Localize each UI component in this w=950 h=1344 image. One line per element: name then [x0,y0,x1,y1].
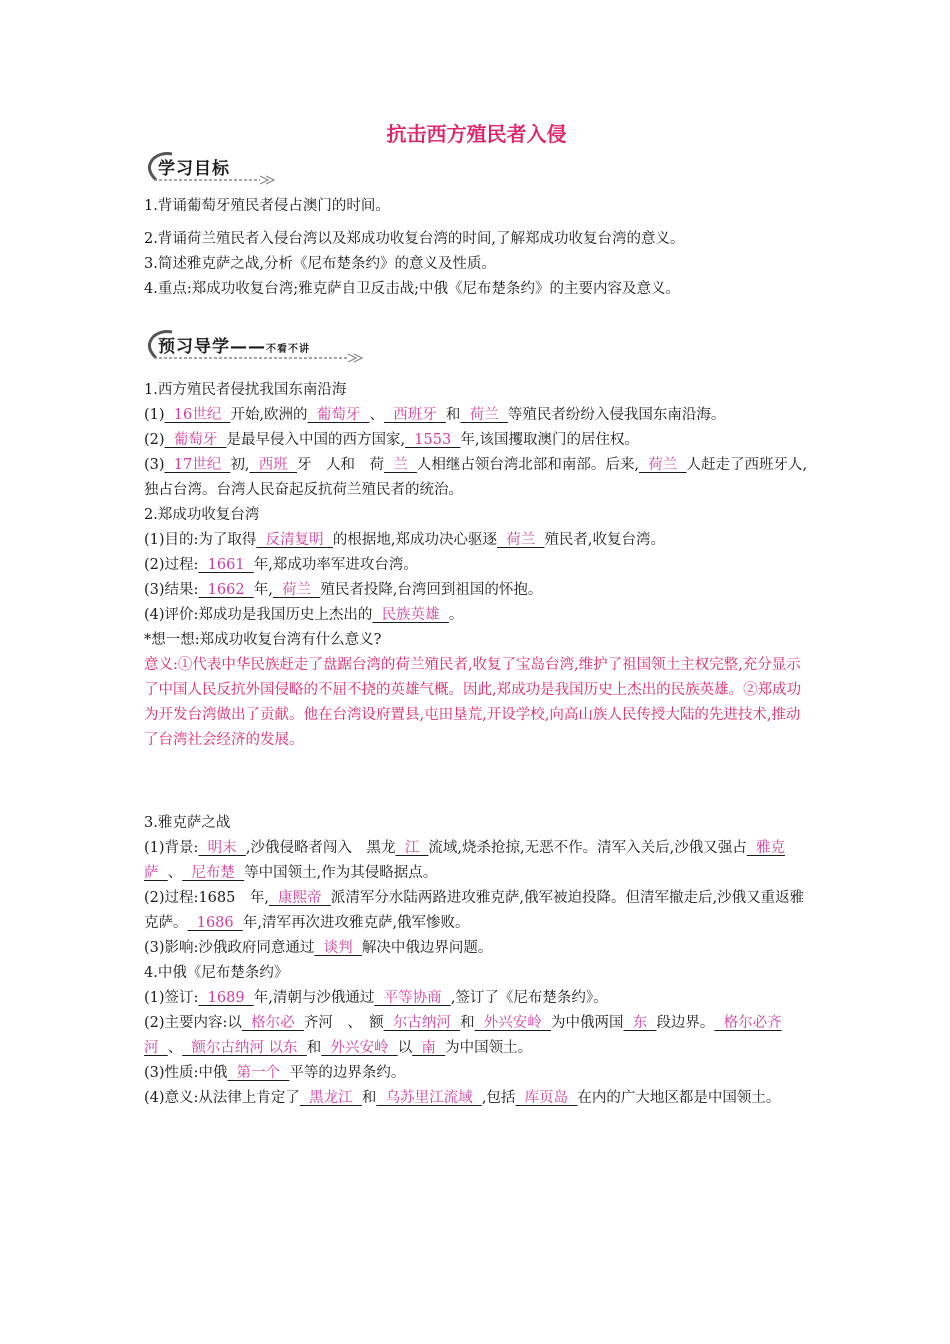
text-segment: 年, [253,582,273,598]
answer-blank: 西班牙 [383,407,446,423]
section-badge-learning-goals [142,150,809,186]
meaning-answer: 意义:①代表中华民族赶走了盘踞台湾的荷兰殖民者,收复了宝岛台湾,维护了祖国领土主权完整,充分显示了中国人民反抗外国侵略的不屈不挠的英雄气概。因此,郑成功是我国历史上杰出的民族英雄。②郑成功为开发台湾做出了贡献。他在台湾设府置县,屯田垦荒,开设学校,向高山族人民传授大陆的先进技术,推动了台湾社会经济的发展。 [144,657,802,748]
answer-blank: 葡萄牙 [307,407,370,423]
goal-item: 2.背诵荷兰殖民者入侵台湾以及郑成功收复台湾的时间,了解郑成功收复台湾的意义。 [144,231,685,247]
text-segment: 在内的广大地区都是中国领土。 [577,1090,781,1106]
text-segment: (3)结果: [144,582,199,598]
answer-blank: 平等协商 [374,990,451,1006]
fill-line [144,603,809,628]
answer-blank: 雅克萨 [144,840,785,881]
fill-line [144,1061,809,1086]
answer-blank: 荷兰 [639,457,687,473]
text-segment: 、 [167,865,183,881]
text-segment: 段边界。 [656,1015,715,1031]
fill-line [144,428,809,453]
part-heading: 3.雅克萨之战 [144,815,231,831]
text-segment: (2)过程: [144,557,199,573]
fill-line [144,403,809,428]
answer-blank: 西班 [249,457,297,473]
answer-blank: 黑龙江 [299,1090,362,1106]
text-segment: 年,清朝与沙俄通过 [253,990,375,1006]
fill-line [144,553,809,578]
text-segment: (2) [144,432,165,448]
fill-line [144,986,809,1011]
fill-line [144,578,809,603]
text-segment: 、 [369,407,384,423]
think-prompt: *想一想:郑成功收复台湾有什么意义? [144,632,382,648]
text-segment: (1)背景: [144,840,199,856]
goal-item: 3.简述雅克萨之战,分析《尼布楚条约》的意义及性质。 [144,256,496,272]
answer-blank: 尔古纳河 [383,1015,461,1031]
text-segment: ,签订了《尼布楚条约》。 [450,990,608,1006]
text-segment: (4)意义:从法律上肯定了 [144,1090,300,1106]
answer-blank: 荷兰 [272,582,321,598]
answer-blank: 1661 [198,557,254,573]
answer-blank: 反清复明 [256,532,333,548]
fill-line [144,936,809,961]
text-segment: 1685 年, [198,890,269,906]
text-segment: 解决中俄边界问题。 [361,940,493,956]
answer-blank: 乌苏里江流域 [376,1090,482,1106]
part-heading: 4.中俄《尼布楚条约》 [144,965,289,981]
text-segment: 殖民者,收复台湾。 [544,532,666,548]
answer-blank: 江 [395,840,429,856]
text-segment: 和 [445,407,461,423]
text-segment: 人相继占领台湾北部和南部。后来, [416,457,640,473]
text-segment: 殖民者投降,台湾回到祖国的怀抱。 [320,582,543,598]
text-segment: (1)签订: [144,990,199,1006]
answer-blank: 尼布楚 [182,865,245,881]
text-segment: 等殖民者纷纷入侵我国东南沿海。 [507,407,726,423]
text-segment: (3)性质:中俄 [144,1065,228,1081]
text-segment: ,沙俄侵略者闯入 黑龙 [245,840,396,856]
answer-blank: 1686 [187,915,243,931]
answer-blank: 葡萄牙 [164,432,227,448]
text-segment: 的根据地,郑成功决心驱逐 [332,532,497,548]
answer-blank: 明末 [198,840,246,856]
text-segment: (2)过程: [144,890,199,906]
answer-blank: 东 [623,1015,657,1031]
section-heading-main: 预习导学 [158,337,230,357]
text-segment: 牙 人和 荷 [296,457,384,473]
answer-blank: 谈判 [314,940,362,956]
text-segment: 等中国领土,作为其侵略据点。 [244,865,438,881]
text-segment: 。 [448,607,464,623]
answer-blank: 康熙帝 [268,890,331,906]
document-title: 抗击西方殖民者入侵 [386,122,567,146]
text-segment: 人赶走了西班牙人,独占台湾。台湾人民奋起反抗荷兰殖民者的统治。 [144,457,808,498]
section-heading-sub: 不看不讲 [266,344,310,355]
goal-item: 4.重点:郑成功收复台湾;雅克萨自卫反击战;中俄《尼布楚条约》的主要内容及意义。 [144,281,680,297]
part-heading: 2.郑成功收复台湾 [144,507,260,523]
answer-blank: 17世纪 [164,457,231,473]
text-segment: 开始,欧洲的 [230,407,308,423]
text-segment: 和 [306,1040,322,1056]
text-segment: (1)目的:为了取得 [144,532,257,548]
text-segment: (1) [144,407,165,423]
answer-blank: 外兴安岭 [474,1015,551,1031]
answer-blank: 民族英雄 [372,607,449,623]
text-segment: 是最早侵入中国的西方国家, [226,432,406,448]
text-segment: 齐河 、 额 [303,1015,384,1031]
text-segment: 年,清军再次进攻雅克萨,俄军惨败。 [242,915,470,931]
text-segment: 初, [230,457,250,473]
text-segment: 派清军分水陆两路进攻雅克萨,俄军被迫投降。但清军撤走后,沙俄又重返雅克萨。 [144,890,805,931]
text-segment: 和 [361,1090,377,1106]
answer-blank: 荷兰 [460,407,508,423]
answer-blank: 南 [412,1040,446,1056]
text-segment: 年,郑成功率军进攻台湾。 [253,557,418,573]
part-heading: 1.西方殖民者侵扰我国东南沿海 [144,382,347,398]
answer-blank: 16世纪 [164,407,231,423]
answer-blank: 1689 [198,990,254,1006]
fill-line [144,836,809,886]
fill-line [144,1011,809,1061]
text-segment: 为中国领土。 [445,1040,533,1056]
text-segment: 和 [460,1015,475,1031]
text-segment: (3) [144,457,165,473]
text-segment: (4)评价:郑成功是我国历史上杰出的 [144,607,373,623]
fill-line [144,1086,809,1111]
text-segment: 年,该国攫取澳门的居住权。 [460,432,640,448]
answer-blank: 1553 [405,432,461,448]
text-segment: ,包括 [481,1090,516,1106]
fill-line [144,886,809,936]
fill-line [144,528,809,553]
section-badge-preview [142,328,809,364]
answer-blank: 外兴安岭 [321,1040,398,1056]
answer-blank: 额尔古纳河 以东 [182,1040,307,1056]
fill-line [144,453,809,503]
text-segment: (2)主要内容:以 [144,1015,242,1031]
goal-item: 1.背诵葡萄牙殖民者侵占澳门的时间。 [144,198,390,214]
answer-blank: 格尔必齐河 [144,1015,782,1056]
answer-blank: 库页岛 [515,1090,578,1106]
section-heading: 学习目标 [158,159,230,179]
text-segment: (3)影响:沙俄政府同意通过 [144,940,315,956]
answer-blank: 荷兰 [496,532,545,548]
answer-blank: 第一个 [227,1065,290,1081]
answer-blank: 1662 [198,582,254,598]
text-segment: 为中俄两国 [551,1015,624,1031]
answer-blank: 兰 [383,457,417,473]
text-segment: 流域,烧杀抢掠,无恶不作。清军入关后,沙俄又强占 [428,840,747,856]
text-segment: 以 [397,1040,413,1056]
answer-blank: 格尔必 [241,1015,304,1031]
section-heading: 预习导学——不看不讲 [158,337,310,357]
text-segment: 、 [167,1040,183,1056]
document-page [144,118,809,1111]
text-segment: 平等的边界条约。 [289,1065,406,1081]
